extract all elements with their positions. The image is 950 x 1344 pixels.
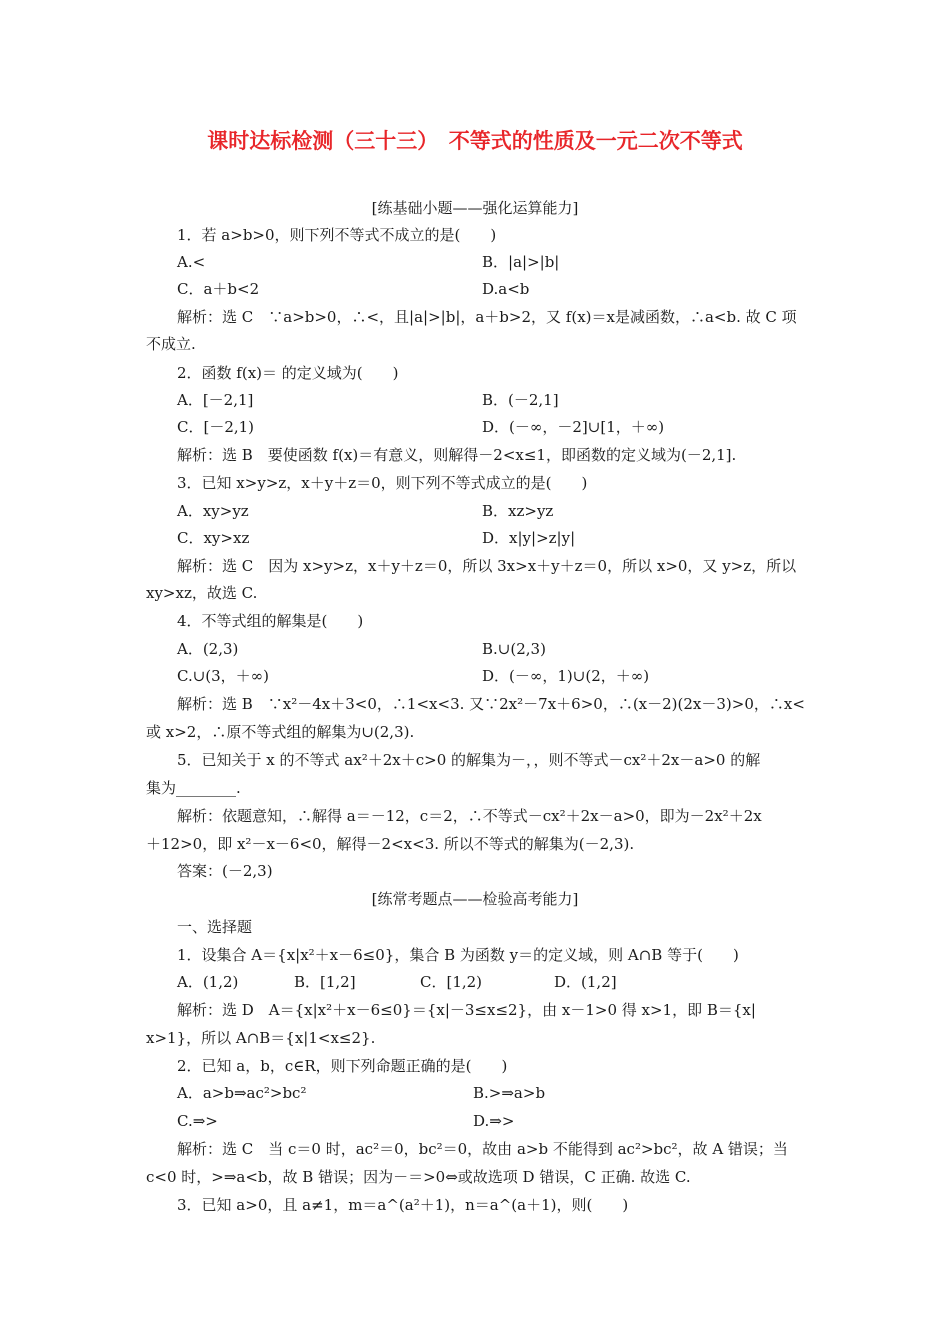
q1-options-row1: [177, 251, 845, 273]
q3-option-c: C．xy>xz: [177, 529, 250, 547]
p1-option-a: A．(1,2): [177, 973, 239, 991]
p1-stem: 1．设集合 A＝{x|x²＋x－6≤0}，集合 B 为函数 y＝的定义域，则 A∩B 等于( ): [177, 946, 739, 964]
p3-stem: 3．已知 a>0，且 a≠1，m＝a^(a²＋1)，n＝a^(a＋1)，则( ): [177, 1196, 629, 1214]
p2-option-b: B.>⇒a>b: [473, 1084, 546, 1102]
q2-option-c: C．[－2,1): [177, 418, 255, 436]
q4-stem: 4．不等式组的解集是( ): [177, 612, 364, 630]
q5-solution-line2: ＋12>0，即 x²－x－6<0，解得－2<x<3. 所以不等式的解集为(－2,3).: [146, 835, 635, 853]
p2-option-a: A．a>b⇒ac²>bc²: [177, 1084, 307, 1102]
q1-option-d: D.a<b: [482, 280, 530, 298]
q1-options-row2: [177, 278, 845, 300]
q2-option-a: A．[－2,1]: [177, 391, 254, 409]
part-heading: 一、选择题: [177, 918, 253, 936]
p1-options-row: [177, 971, 845, 993]
q5-solution-line1: 解析：依题意知，∴解得 a＝－12，c＝2，∴不等式－cx²＋2x－a>0，即为－2x²＋2x: [177, 807, 762, 825]
q2-option-b: B．(－2,1]: [482, 391, 559, 409]
q2-solution: 解析：选 B 要使函数 f(x)＝有意义，则解得－2<x≤1，即函数的定义域为(－2,1].: [177, 446, 737, 464]
p1-option-c: C．[1,2): [420, 973, 483, 991]
p2-solution-line2: c<0 时，>⇒a<b，故 B 错误；因为－＝>0⇔或故选项 D 错误，C 正确. 故选 C.: [146, 1168, 691, 1186]
p1-option-d: D．(1,2]: [554, 973, 617, 991]
p1-solution-line1: 解析：选 D A＝{x|x²＋x－6≤0}＝{x|－3≤x≤2}，由 x－1>0 得 x>1，即 B＝{x|: [177, 1001, 756, 1019]
q2-options-row2: [177, 416, 845, 438]
section-heading-basic: [练基础小题——强化运算能力]: [371, 199, 579, 217]
q5-answer: 答案：(－2,3): [177, 862, 273, 880]
q3-options-row1: [177, 500, 845, 522]
q3-stem: 3．已知 x>y>z，x＋y＋z＝0，则下列不等式成立的是( ): [177, 474, 588, 492]
p2-option-d: D.⇒>: [473, 1112, 515, 1130]
q1-stem: 1．若 a>b>0，则下列不等式不成立的是( ): [177, 226, 497, 244]
p2-stem: 2．已知 a，b，c∈R，则下列命题正确的是( ): [177, 1057, 508, 1075]
q4-option-a: A．(2,3): [177, 640, 239, 658]
q1-solution-line2: 不成立.: [146, 335, 196, 353]
q4-option-c: C.∪(3，＋∞): [177, 667, 270, 685]
page-title: 课时达标检测（三十三） 不等式的性质及一元二次不等式: [207, 129, 743, 153]
q1-option-c: C．a＋b<2: [177, 280, 260, 298]
q2-options-row1: [177, 389, 845, 411]
q4-options-row1: [177, 638, 845, 660]
q4-option-b: B.∪(2,3): [482, 640, 546, 658]
q3-option-d: D．x|y|>z|y|: [482, 529, 576, 547]
q4-solution-line2: 或 x>2，∴原不等式组的解集为∪(2,3).: [146, 723, 415, 741]
p2-options-row2: [177, 1110, 845, 1132]
q5-stem-line2: 集为________.: [146, 779, 241, 797]
q3-option-a: A．xy>yz: [177, 502, 249, 520]
p2-options-row1: [177, 1082, 845, 1104]
q1-option-a: A.<: [177, 253, 206, 271]
q4-options-row2: [177, 665, 845, 687]
q3-option-b: B．xz>yz: [482, 502, 554, 520]
q4-solution-line1: 解析：选 B ∵x²－4x＋3<0，∴1<x<3. 又∵2x²－7x＋6>0，∴(x－2)(2x－3)>0，∴x<: [177, 695, 805, 713]
q3-options-row2: [177, 527, 845, 549]
p1-option-b: B．[1,2]: [294, 973, 356, 991]
q3-solution-line1: 解析：选 C 因为 x>y>z，x＋y＋z＝0，所以 3x>x＋y＋z＝0，所以 x>0，又 y>z，所以: [177, 557, 797, 575]
q4-option-d: D．(－∞，1)∪(2，＋∞): [482, 667, 650, 685]
q2-stem: 2．函数 f(x)＝ 的定义域为( ): [177, 364, 399, 382]
p2-option-c: C.⇒>: [177, 1112, 218, 1130]
p1-solution-line2: x>1}，所以 A∩B＝{x|1<x≤2}.: [146, 1029, 376, 1047]
q2-option-d: D．(－∞，－2]∪[1，＋∞): [482, 418, 665, 436]
q3-solution-line2: xy>xz，故选 C.: [146, 584, 258, 602]
q1-option-b: B．|a|>|b|: [482, 253, 560, 271]
q1-solution-line1: 解析：选 C ∵a>b>0，∴<，且|a|>|b|，a＋b>2，又 f(x)＝x是减函数，∴a<b. 故 C 项: [177, 308, 797, 326]
section-heading-exam: [练常考题点——检验高考能力]: [371, 890, 579, 908]
q5-stem-line1: 5．已知关于 x 的不等式 ax²＋2x＋c>0 的解集为－，，则不等式－cx²＋2x－a>0 的解: [177, 751, 761, 769]
p2-solution-line1: 解析：选 C 当 c＝0 时，ac²＝0，bc²＝0，故由 a>b 不能得到 ac²>bc²，故 A 错误；当: [177, 1140, 788, 1158]
